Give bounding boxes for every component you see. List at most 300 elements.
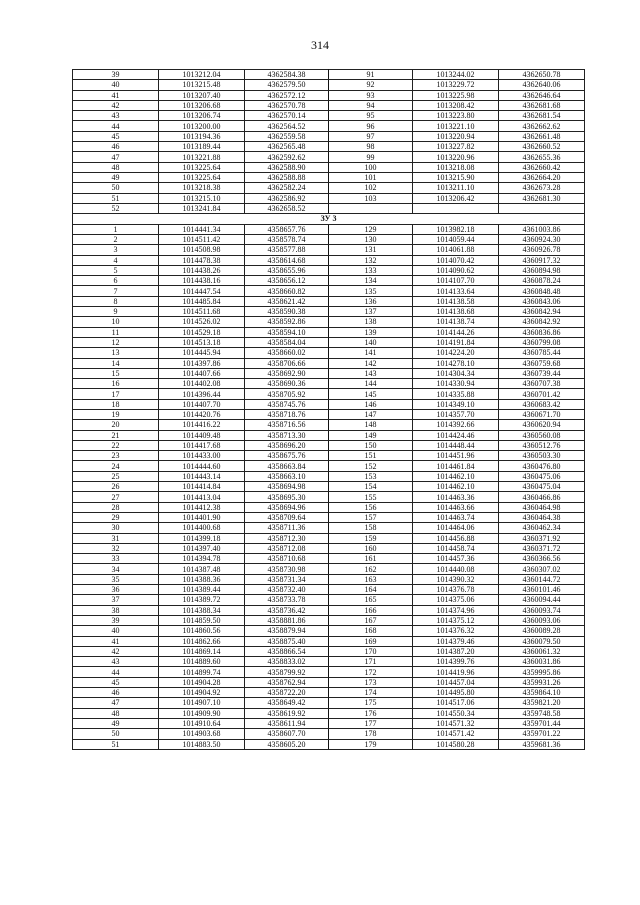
x-coordinate-cell: 1014416.22 xyxy=(159,420,245,430)
point-number-cell: 152 xyxy=(329,461,413,471)
x-coordinate-cell: 1013208.42 xyxy=(413,100,499,110)
x-coordinate-cell: 1013207.40 xyxy=(159,90,245,100)
x-coordinate-cell: 1014417.68 xyxy=(159,440,245,450)
y-coordinate-cell: 4358705.92 xyxy=(245,389,329,399)
point-number-cell: 48 xyxy=(73,162,159,172)
x-coordinate-cell: 1014224.20 xyxy=(413,348,499,358)
point-number-cell: 95 xyxy=(329,111,413,121)
point-number-cell: 162 xyxy=(329,564,413,574)
y-coordinate-cell: 4358713.30 xyxy=(245,430,329,440)
point-number-cell: 149 xyxy=(329,430,413,440)
y-coordinate-cell: 4358866.54 xyxy=(245,646,329,656)
y-coordinate-cell: 4362565.48 xyxy=(245,142,329,152)
x-coordinate-cell: 1014138.68 xyxy=(413,307,499,317)
point-number-cell: 131 xyxy=(329,245,413,255)
x-coordinate-cell: 1013982.18 xyxy=(413,224,499,234)
table-row xyxy=(73,70,585,80)
y-coordinate-cell: 4360842.94 xyxy=(499,307,585,317)
x-coordinate-cell: 1014407.70 xyxy=(159,399,245,409)
x-coordinate-cell: 1014440.08 xyxy=(413,564,499,574)
y-coordinate-cell: 4358710.68 xyxy=(245,554,329,564)
point-number-cell: 29 xyxy=(73,512,159,522)
point-number-cell: 147 xyxy=(329,410,413,420)
table-row xyxy=(73,430,585,440)
y-coordinate-cell: 4358590.38 xyxy=(245,307,329,317)
y-coordinate-cell: 4358660.02 xyxy=(245,348,329,358)
y-coordinate-cell: 4358709.64 xyxy=(245,512,329,522)
x-coordinate-cell: 1013211.10 xyxy=(413,183,499,193)
point-number-cell: 27 xyxy=(73,492,159,502)
y-coordinate-cell: 4358711.36 xyxy=(245,523,329,533)
y-coordinate-cell: 4359821.20 xyxy=(499,698,585,708)
point-number-cell: 34 xyxy=(73,564,159,574)
point-number-cell: 142 xyxy=(329,358,413,368)
y-coordinate-cell: 4362660.52 xyxy=(499,142,585,152)
table-row xyxy=(73,389,585,399)
y-coordinate-cell: 4360464.38 xyxy=(499,512,585,522)
point-number-cell: 99 xyxy=(329,152,413,162)
table-row xyxy=(73,142,585,152)
x-coordinate-cell: 1014903.68 xyxy=(159,729,245,739)
table-row xyxy=(73,646,585,656)
y-coordinate-cell: 4360739.44 xyxy=(499,368,585,378)
y-coordinate-cell: 4359701.44 xyxy=(499,718,585,728)
table-row xyxy=(73,615,585,625)
point-number-cell: 159 xyxy=(329,533,413,543)
table-row xyxy=(73,90,585,100)
x-coordinate-cell: 1014191.84 xyxy=(413,337,499,347)
x-coordinate-cell: 1013220.94 xyxy=(413,131,499,141)
point-number-cell: 10 xyxy=(73,317,159,327)
x-coordinate-cell: 1014513.18 xyxy=(159,337,245,347)
point-number-cell: 171 xyxy=(329,657,413,667)
y-coordinate-cell: 4358594.10 xyxy=(245,327,329,337)
x-coordinate-cell: 1014375.06 xyxy=(413,595,499,605)
x-coordinate-cell: 1014445.94 xyxy=(159,348,245,358)
point-number-cell: 101 xyxy=(329,172,413,182)
y-coordinate-cell: 4360503.30 xyxy=(499,451,585,461)
table-row xyxy=(73,368,585,378)
point-number-cell: 4 xyxy=(73,255,159,265)
point-number-cell: 96 xyxy=(329,121,413,131)
point-number-cell: 158 xyxy=(329,523,413,533)
y-coordinate-cell: 4358722.20 xyxy=(245,688,329,698)
x-coordinate-cell: 1013194.36 xyxy=(159,131,245,141)
x-coordinate-cell: 1014444.60 xyxy=(159,461,245,471)
point-number-cell: 26 xyxy=(73,482,159,492)
x-coordinate-cell: 1014910.64 xyxy=(159,718,245,728)
point-number-cell: 42 xyxy=(73,100,159,110)
point-number-cell: 8 xyxy=(73,296,159,306)
point-number-cell: 178 xyxy=(329,729,413,739)
point-number-cell: 45 xyxy=(73,677,159,687)
point-number-cell: 51 xyxy=(73,739,159,749)
y-coordinate-cell: 4362582.24 xyxy=(245,183,329,193)
x-coordinate-cell: 1014447.54 xyxy=(159,286,245,296)
page-number: 314 xyxy=(311,38,329,52)
x-coordinate-cell: 1013212.04 xyxy=(159,70,245,80)
y-coordinate-cell: 4362572.12 xyxy=(245,90,329,100)
x-coordinate-cell: 1014511.42 xyxy=(159,234,245,244)
point-number-cell: 102 xyxy=(329,183,413,193)
x-coordinate-cell: 1013189.44 xyxy=(159,142,245,152)
x-coordinate-cell: 1013225.64 xyxy=(159,162,245,172)
point-number-cell: 32 xyxy=(73,543,159,553)
x-coordinate-cell: 1014413.04 xyxy=(159,492,245,502)
y-coordinate-cell: 4360093.74 xyxy=(499,605,585,615)
x-coordinate-cell: 1013225.64 xyxy=(159,172,245,182)
point-number-cell: 132 xyxy=(329,255,413,265)
y-coordinate-cell: 4358619.92 xyxy=(245,708,329,718)
y-coordinate-cell: 4360759.68 xyxy=(499,358,585,368)
point-number-cell: 40 xyxy=(73,626,159,636)
x-coordinate-cell: 1014904.28 xyxy=(159,677,245,687)
x-coordinate-cell: 1014138.74 xyxy=(413,317,499,327)
y-coordinate-cell: 4360462.34 xyxy=(499,523,585,533)
x-coordinate-cell: 1013244.02 xyxy=(413,70,499,80)
table-row xyxy=(73,183,585,193)
y-coordinate-cell: 4358611.94 xyxy=(245,718,329,728)
y-coordinate-cell: 4360371.92 xyxy=(499,533,585,543)
x-coordinate-cell: 1014389.44 xyxy=(159,585,245,595)
point-number-cell: 173 xyxy=(329,677,413,687)
x-coordinate-cell: 1013221.10 xyxy=(413,121,499,131)
x-coordinate-cell: 1014433.00 xyxy=(159,451,245,461)
y-coordinate-cell: 4358732.40 xyxy=(245,585,329,595)
x-coordinate-cell: 1014402.08 xyxy=(159,379,245,389)
y-coordinate-cell: 4360475.04 xyxy=(499,482,585,492)
x-coordinate-cell: 1014349.10 xyxy=(413,399,499,409)
point-number-cell: 35 xyxy=(73,574,159,584)
y-coordinate-cell: 4360560.08 xyxy=(499,430,585,440)
x-coordinate-cell: 1014107.70 xyxy=(413,276,499,286)
y-coordinate-cell: 4360366.56 xyxy=(499,554,585,564)
y-coordinate-cell: 4358716.56 xyxy=(245,420,329,430)
x-coordinate-cell: 1014330.94 xyxy=(413,379,499,389)
x-coordinate-cell: 1014396.44 xyxy=(159,389,245,399)
x-coordinate-cell: 1014394.78 xyxy=(159,554,245,564)
x-coordinate-cell: 1014407.66 xyxy=(159,368,245,378)
x-coordinate-cell: 1014478.38 xyxy=(159,255,245,265)
y-coordinate-cell: 4360848.48 xyxy=(499,286,585,296)
point-number-cell: 140 xyxy=(329,337,413,347)
point-number-cell: 21 xyxy=(73,430,159,440)
y-coordinate-cell: 4358657.76 xyxy=(245,224,329,234)
point-number-cell: 47 xyxy=(73,698,159,708)
point-number-cell: 9 xyxy=(73,307,159,317)
point-number-cell: 51 xyxy=(73,193,159,203)
table-row xyxy=(73,358,585,368)
y-coordinate-cell: 4360836.86 xyxy=(499,327,585,337)
x-coordinate-cell: 1014419.96 xyxy=(413,667,499,677)
x-coordinate-cell: 1014457.36 xyxy=(413,554,499,564)
y-coordinate-cell: 4360512.76 xyxy=(499,440,585,450)
y-coordinate-cell xyxy=(499,203,585,213)
point-number-cell: 49 xyxy=(73,172,159,182)
point-number-cell: 179 xyxy=(329,739,413,749)
x-coordinate-cell: 1013215.10 xyxy=(159,193,245,203)
point-number-cell: 20 xyxy=(73,420,159,430)
y-coordinate-cell: 4358881.86 xyxy=(245,615,329,625)
point-number-cell: 30 xyxy=(73,523,159,533)
table-row xyxy=(73,245,585,255)
y-coordinate-cell: 4358712.08 xyxy=(245,543,329,553)
x-coordinate-cell: 1014862.66 xyxy=(159,636,245,646)
y-coordinate-cell: 4362661.48 xyxy=(499,131,585,141)
y-coordinate-cell: 4360701.42 xyxy=(499,389,585,399)
point-number-cell: 141 xyxy=(329,348,413,358)
point-number-cell: 2 xyxy=(73,234,159,244)
point-number-cell: 41 xyxy=(73,90,159,100)
table-row xyxy=(73,286,585,296)
x-coordinate-cell: 1014412.38 xyxy=(159,502,245,512)
table-row xyxy=(73,718,585,728)
x-coordinate-cell: 1014508.98 xyxy=(159,245,245,255)
table-row xyxy=(73,564,585,574)
point-number-cell: 167 xyxy=(329,615,413,625)
x-coordinate-cell: 1014463.66 xyxy=(413,502,499,512)
x-coordinate-cell xyxy=(413,203,499,213)
x-coordinate-cell: 1014458.74 xyxy=(413,543,499,553)
x-coordinate-cell: 1014090.62 xyxy=(413,265,499,275)
y-coordinate-cell: 4358649.42 xyxy=(245,698,329,708)
point-number-cell: 17 xyxy=(73,389,159,399)
table-row xyxy=(73,203,585,213)
x-coordinate-cell: 1014376.32 xyxy=(413,626,499,636)
point-number-cell: 170 xyxy=(329,646,413,656)
y-coordinate-cell: 4358592.86 xyxy=(245,317,329,327)
table-row xyxy=(73,348,585,358)
y-coordinate-cell: 4361003.86 xyxy=(499,224,585,234)
y-coordinate-cell: 4358605.20 xyxy=(245,739,329,749)
y-coordinate-cell: 4358577.88 xyxy=(245,245,329,255)
x-coordinate-cell: 1014388.34 xyxy=(159,605,245,615)
y-coordinate-cell: 4359681.36 xyxy=(499,739,585,749)
x-coordinate-cell: 1014571.32 xyxy=(413,718,499,728)
y-coordinate-cell: 4358607.70 xyxy=(245,729,329,739)
y-coordinate-cell: 4358663.84 xyxy=(245,461,329,471)
x-coordinate-cell: 1013218.08 xyxy=(413,162,499,172)
point-number-cell: 40 xyxy=(73,80,159,90)
x-coordinate-cell: 1014904.92 xyxy=(159,688,245,698)
point-number-cell: 38 xyxy=(73,605,159,615)
table-row xyxy=(73,307,585,317)
y-coordinate-cell: 4362673.28 xyxy=(499,183,585,193)
x-coordinate-cell: 1014463.74 xyxy=(413,512,499,522)
point-number-cell: 100 xyxy=(329,162,413,172)
x-coordinate-cell: 1014376.78 xyxy=(413,585,499,595)
point-number-cell: 42 xyxy=(73,646,159,656)
point-number-cell: 39 xyxy=(73,615,159,625)
y-coordinate-cell: 4360924.30 xyxy=(499,234,585,244)
y-coordinate-cell: 4362664.20 xyxy=(499,172,585,182)
point-number-cell: 50 xyxy=(73,183,159,193)
y-coordinate-cell: 4358696.20 xyxy=(245,440,329,450)
x-coordinate-cell: 1014387.20 xyxy=(413,646,499,656)
point-number-cell: 39 xyxy=(73,70,159,80)
table-row xyxy=(73,657,585,667)
point-number-cell: 169 xyxy=(329,636,413,646)
y-coordinate-cell: 4362592.62 xyxy=(245,152,329,162)
y-coordinate-cell: 4360799.08 xyxy=(499,337,585,347)
x-coordinate-cell: 1014899.74 xyxy=(159,667,245,677)
x-coordinate-cell: 1014414.84 xyxy=(159,482,245,492)
y-coordinate-cell: 4362579.50 xyxy=(245,80,329,90)
point-number-cell: 44 xyxy=(73,667,159,677)
table-row xyxy=(73,255,585,265)
table-row xyxy=(73,327,585,337)
table-row xyxy=(73,543,585,553)
point-number-cell: 133 xyxy=(329,265,413,275)
y-coordinate-cell: 4360785.44 xyxy=(499,348,585,358)
y-coordinate-cell: 4360475.06 xyxy=(499,471,585,481)
x-coordinate-cell: 1014457.04 xyxy=(413,677,499,687)
x-coordinate-cell: 1013215.48 xyxy=(159,80,245,90)
x-coordinate-cell: 1014869.14 xyxy=(159,646,245,656)
table-row xyxy=(73,410,585,420)
x-coordinate-cell: 1014133.64 xyxy=(413,286,499,296)
y-coordinate-cell: 4362588.88 xyxy=(245,172,329,182)
y-coordinate-cell: 4360093.06 xyxy=(499,615,585,625)
x-coordinate-cell: 1013200.00 xyxy=(159,121,245,131)
point-number-cell: 33 xyxy=(73,554,159,564)
x-coordinate-cell: 1013220.96 xyxy=(413,152,499,162)
x-coordinate-cell: 1013241.84 xyxy=(159,203,245,213)
y-coordinate-cell: 4360683.42 xyxy=(499,399,585,409)
point-number-cell: 175 xyxy=(329,698,413,708)
table-row xyxy=(73,471,585,481)
table-row xyxy=(73,379,585,389)
y-coordinate-cell: 4358655.96 xyxy=(245,265,329,275)
point-number-cell: 36 xyxy=(73,585,159,595)
y-coordinate-cell: 4358736.42 xyxy=(245,605,329,615)
y-coordinate-cell: 4358694.98 xyxy=(245,482,329,492)
y-coordinate-cell: 4360842.92 xyxy=(499,317,585,327)
y-coordinate-cell: 4362564.52 xyxy=(245,121,329,131)
point-number-cell: 153 xyxy=(329,471,413,481)
y-coordinate-cell: 4362681.30 xyxy=(499,193,585,203)
point-number-cell: 1 xyxy=(73,224,159,234)
table-row xyxy=(73,152,585,162)
point-number-cell: 174 xyxy=(329,688,413,698)
point-number-cell: 146 xyxy=(329,399,413,409)
y-coordinate-cell: 4360926.78 xyxy=(499,245,585,255)
y-coordinate-cell: 4360079.50 xyxy=(499,636,585,646)
x-coordinate-cell: 1014859.50 xyxy=(159,615,245,625)
table-row xyxy=(73,626,585,636)
table-row xyxy=(73,234,585,244)
point-number-cell: 16 xyxy=(73,379,159,389)
table-row xyxy=(73,162,585,172)
y-coordinate-cell: 4362586.92 xyxy=(245,193,329,203)
x-coordinate-cell: 1014550.34 xyxy=(413,708,499,718)
x-coordinate-cell: 1013206.74 xyxy=(159,111,245,121)
point-number-cell: 12 xyxy=(73,337,159,347)
y-coordinate-cell: 4358799.92 xyxy=(245,667,329,677)
y-coordinate-cell: 4360101.46 xyxy=(499,585,585,595)
x-coordinate-cell: 1014461.84 xyxy=(413,461,499,471)
y-coordinate-cell: 4358706.66 xyxy=(245,358,329,368)
y-coordinate-cell: 4360878.24 xyxy=(499,276,585,286)
point-number-cell: 145 xyxy=(329,389,413,399)
point-number-cell: 129 xyxy=(329,224,413,234)
point-number-cell xyxy=(329,203,413,213)
x-coordinate-cell: 1013206.42 xyxy=(413,193,499,203)
y-coordinate-cell: 4359931.26 xyxy=(499,677,585,687)
point-number-cell: 155 xyxy=(329,492,413,502)
y-coordinate-cell: 4360894.98 xyxy=(499,265,585,275)
y-coordinate-cell: 4358733.78 xyxy=(245,595,329,605)
y-coordinate-cell: 4359864.10 xyxy=(499,688,585,698)
table-row xyxy=(73,420,585,430)
y-coordinate-cell: 4358695.30 xyxy=(245,492,329,502)
y-coordinate-cell: 4360620.94 xyxy=(499,420,585,430)
y-coordinate-cell: 4360476.80 xyxy=(499,461,585,471)
y-coordinate-cell: 4359701.22 xyxy=(499,729,585,739)
point-number-cell: 43 xyxy=(73,111,159,121)
table-row xyxy=(73,667,585,677)
x-coordinate-cell: 1014438.26 xyxy=(159,265,245,275)
section-title: ЗУ 3 xyxy=(73,214,585,225)
table-row xyxy=(73,80,585,90)
y-coordinate-cell: 4358656.12 xyxy=(245,276,329,286)
x-coordinate-cell: 1014061.88 xyxy=(413,245,499,255)
y-coordinate-cell: 4362584.38 xyxy=(245,70,329,80)
point-number-cell: 150 xyxy=(329,440,413,450)
x-coordinate-cell: 1014462.10 xyxy=(413,471,499,481)
x-coordinate-cell: 1014059.44 xyxy=(413,234,499,244)
point-number-cell: 13 xyxy=(73,348,159,358)
y-coordinate-cell: 4359995.86 xyxy=(499,667,585,677)
y-coordinate-cell: 4362588.90 xyxy=(245,162,329,172)
point-number-cell: 154 xyxy=(329,482,413,492)
x-coordinate-cell: 1014278.10 xyxy=(413,358,499,368)
point-number-cell: 49 xyxy=(73,718,159,728)
x-coordinate-cell: 1014529.18 xyxy=(159,327,245,337)
x-coordinate-cell: 1014399.76 xyxy=(413,657,499,667)
table-row xyxy=(73,523,585,533)
y-coordinate-cell: 4360144.72 xyxy=(499,574,585,584)
point-number-cell: 139 xyxy=(329,327,413,337)
x-coordinate-cell: 1014138.58 xyxy=(413,296,499,306)
point-number-cell: 15 xyxy=(73,368,159,378)
x-coordinate-cell: 1014462.10 xyxy=(413,482,499,492)
point-number-cell: 176 xyxy=(329,708,413,718)
y-coordinate-cell: 4360917.32 xyxy=(499,255,585,265)
y-coordinate-cell: 4362662.62 xyxy=(499,121,585,131)
table-row xyxy=(73,193,585,203)
point-number-cell: 23 xyxy=(73,451,159,461)
table-row xyxy=(73,708,585,718)
x-coordinate-cell: 1014401.90 xyxy=(159,512,245,522)
y-coordinate-cell: 4358584.04 xyxy=(245,337,329,347)
y-coordinate-cell: 4358614.68 xyxy=(245,255,329,265)
y-coordinate-cell: 4358675.76 xyxy=(245,451,329,461)
x-coordinate-cell: 1013225.98 xyxy=(413,90,499,100)
y-coordinate-cell: 4362681.54 xyxy=(499,111,585,121)
y-coordinate-cell: 4358762.94 xyxy=(245,677,329,687)
point-number-cell: 144 xyxy=(329,379,413,389)
point-number-cell: 18 xyxy=(73,399,159,409)
y-coordinate-cell: 4360094.44 xyxy=(499,595,585,605)
point-number-cell: 143 xyxy=(329,368,413,378)
table-row xyxy=(73,636,585,646)
table-row xyxy=(73,595,585,605)
y-coordinate-cell: 4360061.32 xyxy=(499,646,585,656)
table-row xyxy=(73,729,585,739)
y-coordinate-cell: 4358879.94 xyxy=(245,626,329,636)
table-row xyxy=(73,677,585,687)
